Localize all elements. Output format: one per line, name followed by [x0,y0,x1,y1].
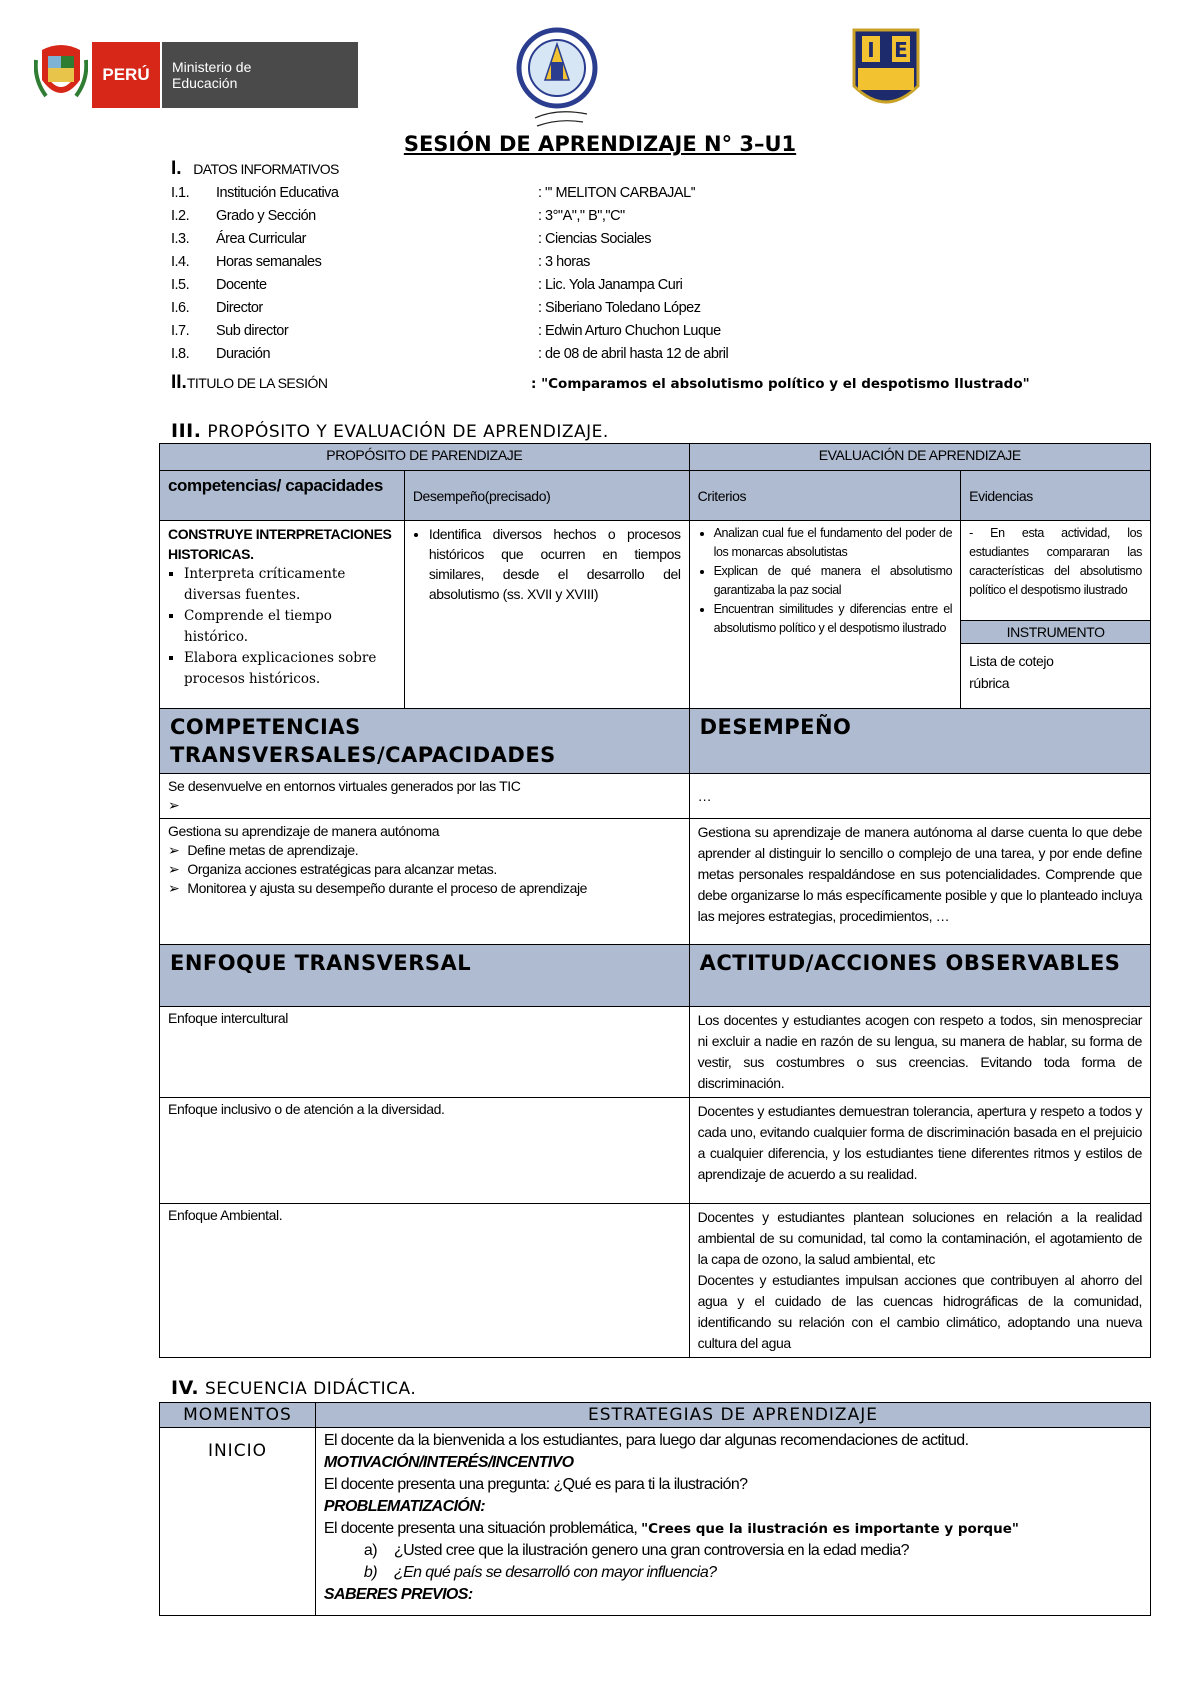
capacidades-list [168,564,396,690]
autonoma-cell: Gestiona su aprendizaje de manera autónoma ➢ Define metas de aprendizaje. ➢ Organiza acciones estratégicas para alcanzar metas. ➢ Monitorea y ajusta su desempeño durante el proceso de aprendizaje [160,819,690,945]
strategies-cell: El docente da la bienvenida a los estudiantes, para luego dar algunas recomendaciones de actitud. MOTIVACIÓN/INTERÉS/INCENTIVO El docente presenta una pregunta: ¿Qué es para ti la ilustración? PROBLEMATIZACIÓN: El docente presenta una situación problemática, "Crees que la ilustración es importante y porque" a) ¿Usted cree que la ilustración genero una gran controversia en la edad media? b) ¿En qué país se desarrolló con mayor influencia? SABERES PREVIOS: [315,1428,1150,1616]
info-row: I.1. Institución Educativa : "' MELITON CARBAJAL'' [171,185,696,201]
page-title: SESIÓN DE APRENDIZAJE N° 3–U1 [403,132,797,156]
actitud-header: ACTITUD/ACCIONES OBSERVABLES [689,945,1150,1007]
enfoque-name: Enfoque intercultural [160,1007,690,1098]
problematizacion-heading: PROBLEMATIZACIÓN: [323,1498,485,1515]
col-estrategias: ESTRATEGIAS DE APRENDIZAJE [315,1403,1150,1428]
peru-label: PERÚ [92,42,160,108]
enfoque-name: Enfoque Ambiental. [160,1204,690,1358]
list-item: • Encuentran similitudes y diferencias entre el absolutismo político y el despotismo ilustrado [714,600,953,638]
tic-desempeno: … [689,774,1150,819]
info-row: I.6. Director : Siberiano Toledano López [171,300,701,316]
col-desempeno: Desempeño(precisado) [404,471,689,521]
competencia-title: CONSTRUYE INTERPRETACIONES HISTORICAS. [168,526,392,562]
info-row: I.7. Sub director : Edwin Arturo Chuchon Luque [171,323,721,339]
enfoque-actitud: Docentes y estudiantes demuestran tolerancia, apertura y respeto a todos y cada uno, evitando cualquier forma de discriminación basada en el prejuicio a cualquier diferencia, y los estudiantes tiene diferentes ritmos y estilos de aprendizaje de acuerdo a su realidad. [689,1098,1150,1204]
desempeno-cell [404,521,689,709]
list-item: • Identifica diversos hechos o procesos históricos que ocurren en tiempos similares, desde el desarrollo del absolutismo (ss. XVII y XVIII) [429,524,681,604]
evaluacion-header: EVALUACIÓN DE APRENDIZAJE [689,444,1150,471]
evidencia-text: - En esta actividad, los estudiantes compararan las características del absolutismo político el despotismo ilustrado [969,526,1142,597]
criterios-cell [689,521,961,709]
info-row: I.5. Docente : Lic. Yola Janampa Curi [171,277,683,293]
enfoque-name: Enfoque inclusivo o de atención a la diversidad. [160,1098,690,1204]
list-item: Lista de cotejo [969,653,1054,669]
col-competencias: competencias/ capacidades [160,471,405,521]
svg-text:I: I [867,38,875,62]
enfoque-header: ENFOQUE TRANSVERSAL [160,945,690,1007]
info-row: I.4. Horas semanales : 3 horas [171,254,590,270]
info-row: I.2. Grado y Sección : 3°"A"," B","C" [171,208,625,224]
comp-trans-header: COMPETENCIAS TRANSVERSALES/CAPACIDADES [160,709,690,774]
list-item: ➢ Monitorea y ajusta su desempeño durante el proceso de aprendizaje [168,879,681,898]
list-item: ▪ Interpreta críticamente diversas fuentes. [184,564,396,606]
list-item: ▪ Elabora explicaciones sobre procesos históricos. [184,648,396,690]
instrumento-list [961,644,1150,700]
list-item: ➢ Define metas de aprendizaje. [168,841,681,860]
list-item: • Analizan cual fue el fundamento del poder de los monarcas absolutistas [714,524,953,562]
ie-melito-carvajal-crest-icon [850,26,922,114]
motivacion-heading: MOTIVACIÓN/INTERÉS/INCENTIVO [323,1454,574,1471]
col-evidencias: Evidencias [961,471,1151,521]
session-title-value: : "Comparamos el absolutismo político y el despotismo Ilustrado" [531,376,1030,392]
list-item: rúbrica [969,675,1010,691]
col-momentos: MOMENTOS [160,1403,316,1428]
purpose-evaluation-table [159,443,1151,1358]
section2-heading: II.TITULO DE LA SESIÓN : "Comparamos el absolutismo político y el despotismo Ilustrado" [171,372,1030,393]
list-item: ▪ Comprende el tiempo histórico. [184,606,396,648]
enfoque-actitud: Docentes y estudiantes plantean soluciones en relación a la realidad ambiental de su comunidad, tal como la contaminación, el agotamiento de la capa de ozono, la salud ambiental, etc Docentes y estudiantes impulsan acciones que contribuyen al ahorro del agua y el cuidado de las cuencas hidrográficas de la comunidad, identificando su relación con el cambio climático, adoptando una nueva cultura del agua [689,1204,1150,1358]
list-item: ➢ Organiza acciones estratégicas para alcanzar metas. [168,860,681,879]
competencia-cell [160,521,405,709]
proposito-header: PROPÓSITO DE PARENDIZAJE [160,444,690,471]
peru-coat-of-arms-icon [34,40,88,108]
autonoma-desempeno: Gestiona su aprendizaje de manera autónoma al darse cuenta lo que debe aprender al distinguir lo sencillo o complejo de una tarea, y por ende define metas personales respaldándose en sus potencialidades. Comprende que debe organizarse lo más específicamente posible y que lo planteado incluya las mejores estrategias, procedimientos, … [689,819,1150,945]
sequence-table [159,1402,1151,1616]
school-seal-logo-icon [505,22,613,130]
list-item: b) ¿En qué país se desarrolló con mayor influencia? [363,1564,717,1581]
section1-heading: I. DATOS INFORMATIVOS [171,158,339,179]
desempeno-header: DESEMPEÑO [689,709,1150,774]
col-criterios: Criterios [689,471,961,521]
info-row: I.3. Área Curricular : Ciencias Sociales [171,231,651,247]
moment-inicio: INICIO [160,1428,316,1616]
section3-heading: III. PROPÓSITO Y EVALUACIÓN DE APRENDIZAJE. [171,420,609,442]
enfoque-actitud: Los docentes y estudiantes acogen con respeto a todos, sin menospreciar ni excluir a nadie en razón de su lengua, su manera de hablar, su forma de vestir, sus costumbres o sus creencias. Evitando toda forma de discriminación. [689,1007,1150,1098]
info-row: I.8. Duración : de 08 de abril hasta 12 de abril [171,346,729,362]
instrumento-header: INSTRUMENTO [961,620,1150,644]
evidencias-cell [961,521,1151,709]
ministry-label: Ministerio de Educación [162,42,358,108]
svg-text:E: E [894,38,908,62]
section4-heading: IV. SECUENCIA DIDÁCTICA. [171,1377,417,1399]
saberes-heading: SABERES PREVIOS: [323,1586,473,1603]
list-item: • Explican de qué manera el absolutismo garantizaba la paz social [714,562,953,600]
list-item: a) ¿Usted cree que la ilustración genero una gran controversia en la edad media? [363,1542,909,1559]
tic-cell: Se desenvuelve en entornos virtuales generados por las TIC ➢ [160,774,690,819]
